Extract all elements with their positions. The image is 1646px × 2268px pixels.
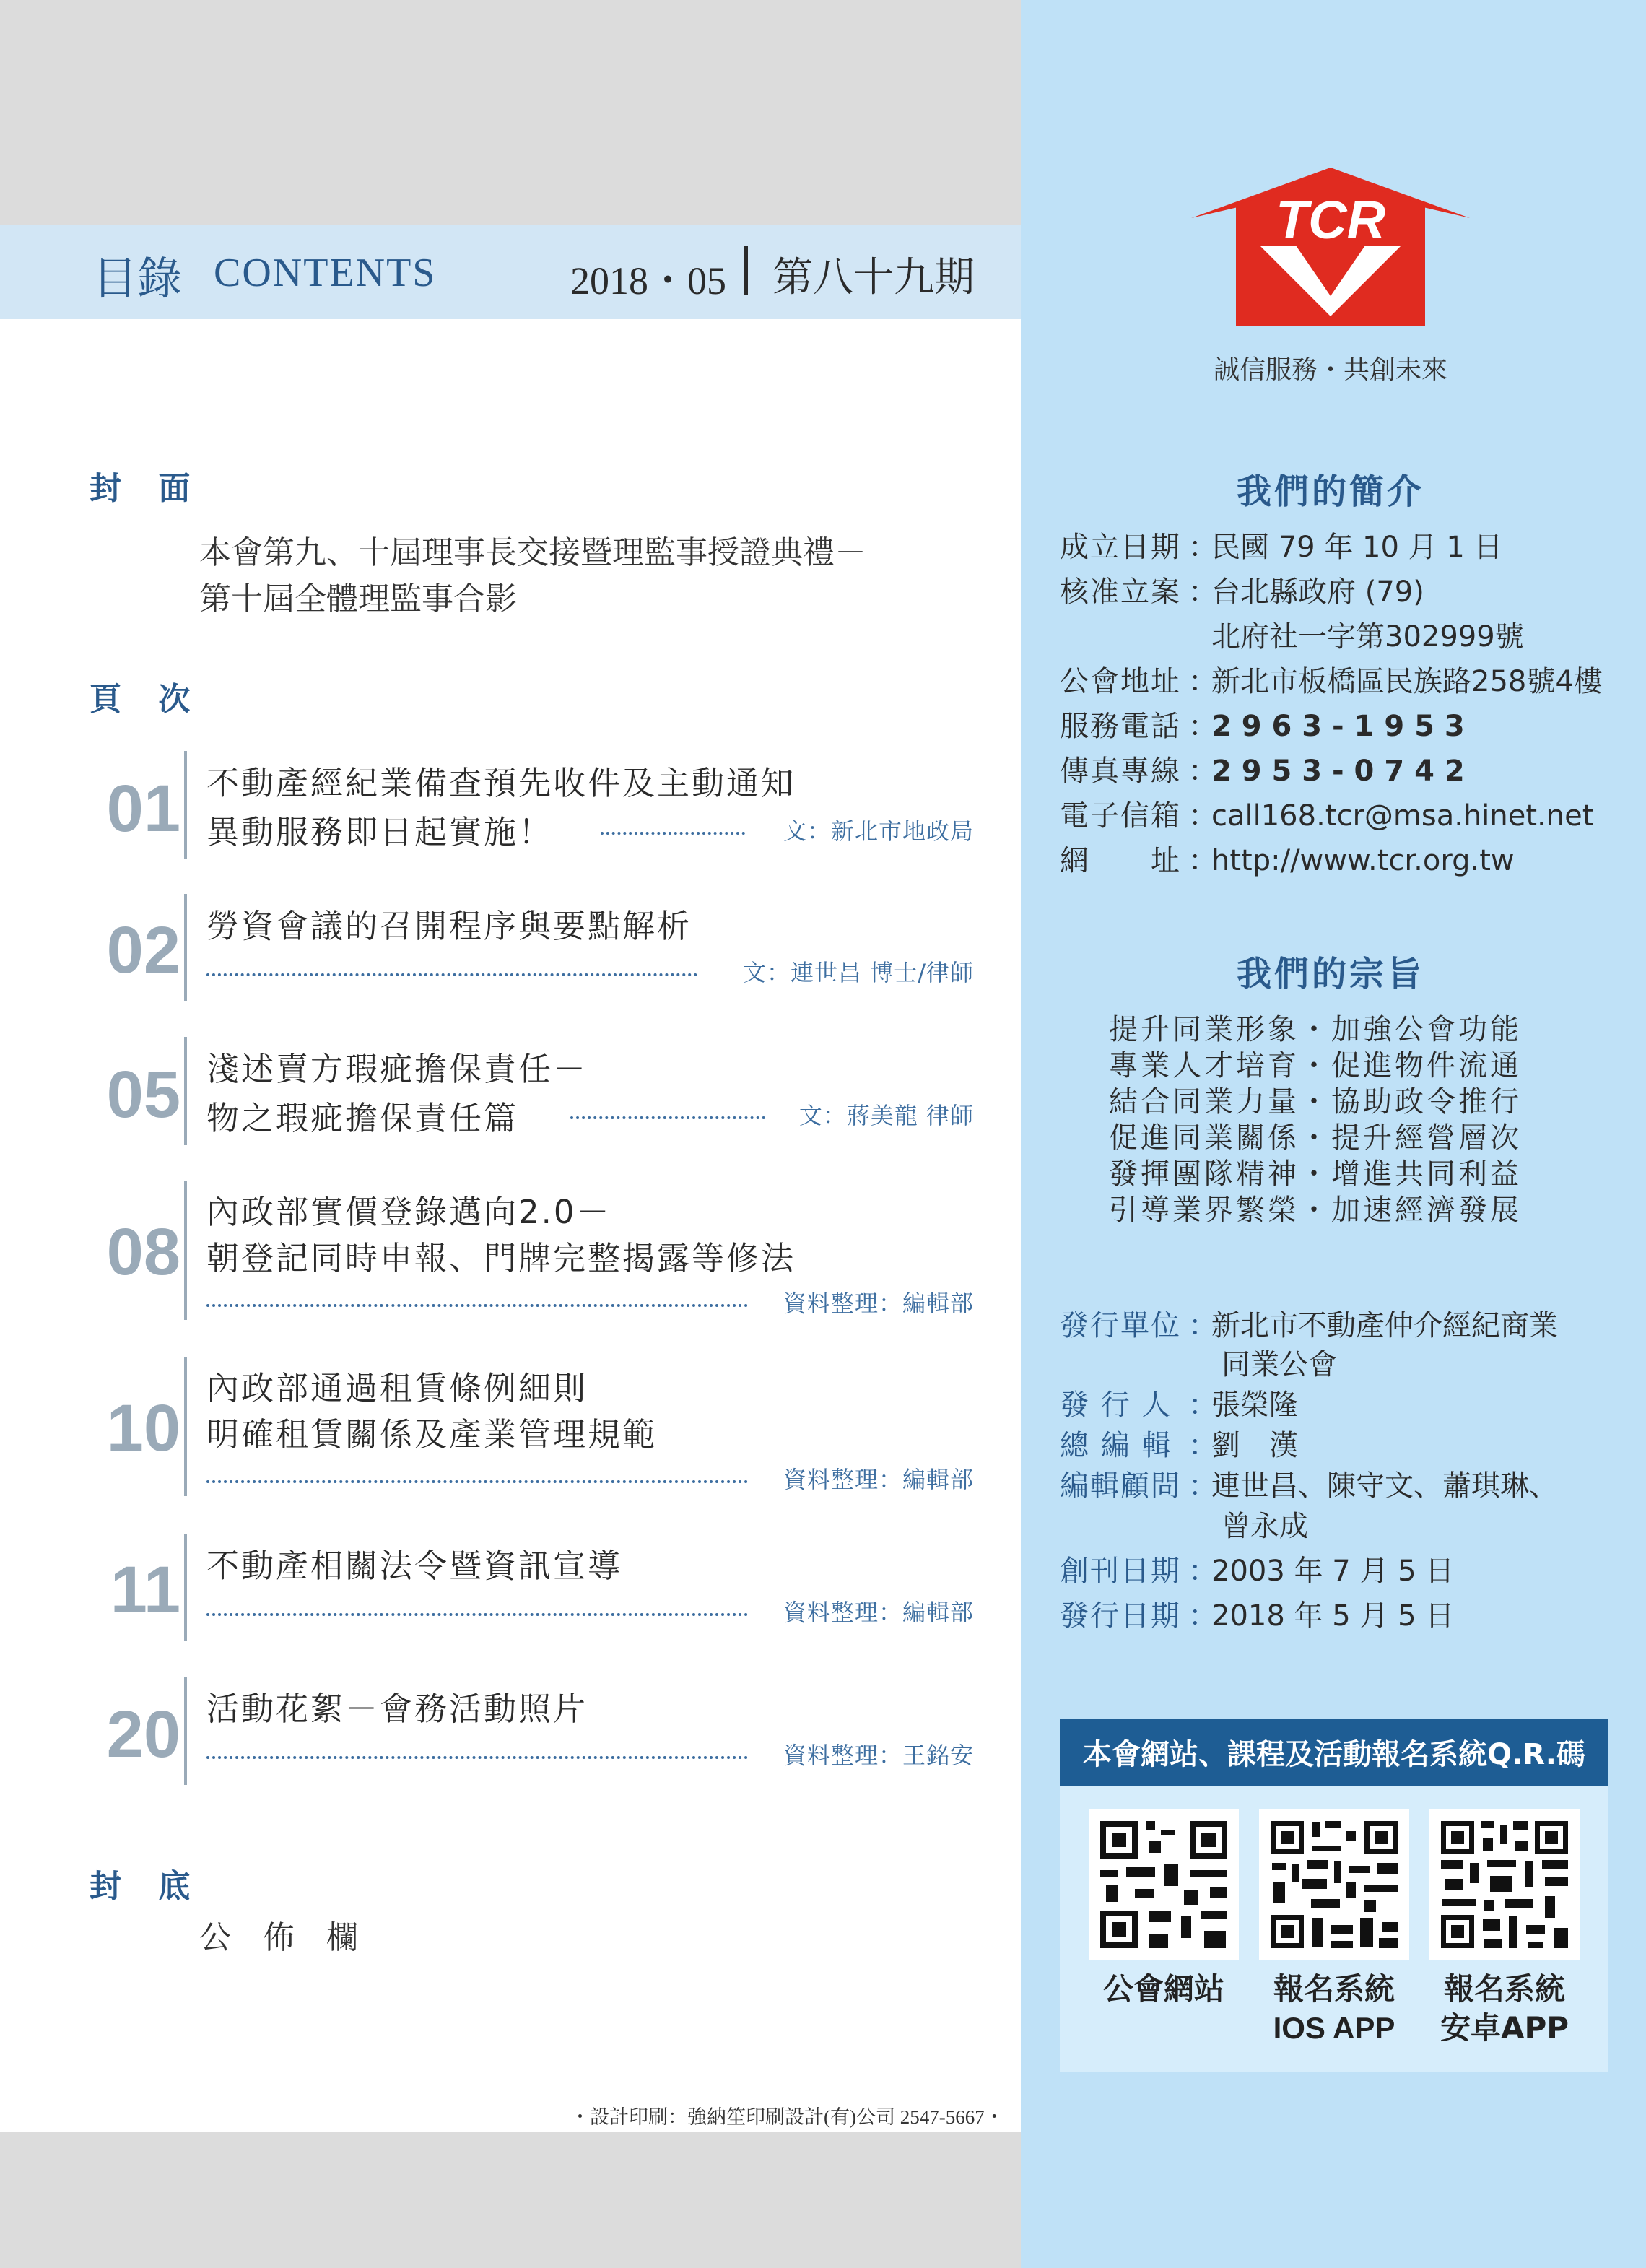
toc-divider xyxy=(184,894,187,1001)
about-label: 電子信箱 xyxy=(1060,799,1181,833)
about-row xyxy=(1060,793,1593,834)
logo-text: TCR xyxy=(1275,190,1386,250)
toc-page-number: 05 xyxy=(106,1058,180,1131)
about-label: 核准立案 xyxy=(1060,575,1181,609)
publication-label: 總 編 輯 xyxy=(1060,1429,1172,1462)
publication-value: 曾永成 xyxy=(1222,1510,1308,1543)
about-colon: ： xyxy=(1188,531,1217,564)
publication-label: 創刊日期 xyxy=(1060,1555,1181,1588)
toc-leader-dots xyxy=(206,1480,748,1483)
toc-author: 文：新北市地政局 xyxy=(783,817,974,845)
publication-colon: ： xyxy=(1188,1429,1217,1462)
qr-label-line: 安卓APP xyxy=(1440,2010,1569,2046)
about-heading: 我們的簡介 xyxy=(1236,472,1424,512)
cover-text-line1: 本會第九、十屆理事長交接暨理監事授證典禮－ xyxy=(199,534,866,571)
toc-page-number: 01 xyxy=(106,772,180,846)
qr-code-website[interactable] xyxy=(1089,1809,1239,1960)
about-label: 服務電話 xyxy=(1060,710,1181,743)
issue-separator xyxy=(744,246,748,295)
about-colon: ： xyxy=(1188,575,1217,609)
about-colon: ： xyxy=(1188,665,1217,698)
about-value: 台北縣政府 (79) xyxy=(1211,575,1424,609)
toc-title-line1: 內政部通過租賃條例細則 xyxy=(206,1369,588,1407)
bottom-gray-band xyxy=(0,2132,1021,2268)
cover-text-line2: 第十屆全體理監事合影 xyxy=(199,581,517,617)
publication-row xyxy=(1060,1593,1454,1634)
toc-divider xyxy=(184,1037,187,1145)
toc-leader-dots xyxy=(206,973,697,976)
publication-value: 連世昌、陳守文、蕭琪琳、 xyxy=(1211,1469,1558,1503)
toc-page-number: 02 xyxy=(106,913,180,987)
publication-value: 同業公會 xyxy=(1222,1348,1337,1381)
slogan: 誠信服務・共創未來 xyxy=(1213,355,1447,385)
about-row xyxy=(1060,838,1515,879)
toc-entry-02[interactable] xyxy=(0,894,1021,1001)
about-value: 民國 79 年 10 月 1 日 xyxy=(1211,531,1503,564)
toc-page-number: 20 xyxy=(106,1698,180,1771)
about-value: 北府社一字第302999號 xyxy=(1211,620,1524,653)
toc-divider xyxy=(184,1677,187,1785)
mission-line: 結合同業力量・協助政令推行 xyxy=(1109,1085,1522,1118)
publication-row xyxy=(1060,1422,1298,1464)
contents-title-en: CONTENTS xyxy=(214,251,437,295)
email-link[interactable]: call168.tcr@msa.hinet.net xyxy=(1211,799,1594,833)
publication-value: 2018 年 5 月 5 日 xyxy=(1211,1599,1455,1633)
mission-line: 提升同業形象・加強公會功能 xyxy=(1109,1013,1522,1046)
toc-page-number: 08 xyxy=(106,1215,180,1289)
publication-label: 發行日期 xyxy=(1060,1599,1181,1633)
toc-author: 資料整理：編輯部 xyxy=(783,1290,974,1317)
publication-row xyxy=(1060,1548,1454,1589)
issue-date: 2018・05 xyxy=(570,259,726,303)
website-link[interactable]: http://www.tcr.org.tw xyxy=(1211,844,1515,877)
toc-title-line1: 淺述賣方瑕疵擔保責任－ xyxy=(206,1050,588,1088)
publication-colon: ： xyxy=(1188,1389,1217,1422)
publication-row xyxy=(1060,1303,1558,1344)
qr-code-ios-app[interactable] xyxy=(1259,1809,1409,1960)
toc-title-line2: 明確租賃關係及產業管理規範 xyxy=(206,1415,658,1454)
toc-divider xyxy=(184,1357,187,1496)
publication-colon: ： xyxy=(1188,1469,1217,1503)
about-value: 新北市板橋區民族路258號4樓 xyxy=(1211,665,1603,698)
toc-author: 文：蔣美龍 律師 xyxy=(798,1102,974,1129)
about-label: 網 址 xyxy=(1060,844,1181,877)
toc-leader-dots xyxy=(601,832,745,835)
back-heading: 封 底 xyxy=(90,1868,204,1905)
toc-divider xyxy=(184,1181,187,1320)
toc-title-line1: 不動產經紀業備查預先收件及主動通知 xyxy=(206,764,796,802)
about-label: 公會地址 xyxy=(1060,665,1181,698)
toc-title-line2: 異動服務即日起實施！ xyxy=(206,813,554,851)
toc-leader-dots xyxy=(206,1304,748,1307)
about-colon: ： xyxy=(1188,844,1217,877)
toc-page-number: 10 xyxy=(106,1391,180,1465)
publication-value: 劉 漢 xyxy=(1211,1429,1298,1462)
publication-row xyxy=(1060,1382,1298,1423)
qr-label-line: 報名系統 xyxy=(1443,1971,1565,2007)
publication-colon: ： xyxy=(1188,1309,1217,1342)
toc-title-line1: 內政部實價登錄邁向2.0－ xyxy=(206,1193,611,1231)
about-row xyxy=(1060,524,1503,565)
pages-heading: 頁 次 xyxy=(90,681,204,718)
mission-heading: 我們的宗旨 xyxy=(1236,954,1424,994)
publication-label: 發 行 人 xyxy=(1060,1389,1172,1422)
tcr-logo xyxy=(1191,168,1470,326)
toc-divider xyxy=(184,1534,187,1641)
publication-label: 發行單位 xyxy=(1060,1309,1181,1342)
toc-author: 資料整理：編輯部 xyxy=(783,1466,974,1493)
toc-page-number: 11 xyxy=(110,1553,180,1627)
about-colon: ： xyxy=(1188,710,1217,743)
top-gray-band xyxy=(0,0,1021,225)
about-colon: ： xyxy=(1188,755,1217,788)
toc-author: 資料整理：編輯部 xyxy=(783,1599,974,1626)
about-label: 成立日期 xyxy=(1060,531,1181,564)
qr-label-line: 公會網站 xyxy=(1102,1971,1224,2007)
toc-leader-dots xyxy=(570,1116,765,1119)
qr-label-android xyxy=(1421,1970,1588,2048)
publication-row-continued xyxy=(1222,1503,1308,1544)
publication-value: 新北市不動產仲介經紀商業 xyxy=(1211,1309,1558,1342)
qr-label-ios xyxy=(1251,1970,1417,2048)
about-label: 傳真專線 xyxy=(1060,755,1181,788)
about-row xyxy=(1060,748,1465,789)
qr-code-icon xyxy=(1429,1809,1580,1960)
toc-leader-dots xyxy=(206,1613,748,1616)
mission-line: 促進同業關係・提升經營層次 xyxy=(1109,1121,1522,1155)
toc-title-line1: 活動花絮－會務活動照片 xyxy=(206,1690,588,1728)
toc-entry-08[interactable] xyxy=(0,1181,1021,1320)
about-row-continued xyxy=(1211,614,1524,655)
toc-author: 資料整理：王銘安 xyxy=(783,1742,974,1769)
publication-row xyxy=(1060,1463,1558,1504)
toc-author: 文：連世昌 博士/律師 xyxy=(743,959,974,986)
toc-divider xyxy=(184,751,187,859)
issue-number: 第八十九期 xyxy=(772,254,975,301)
publication-value: 張榮隆 xyxy=(1211,1389,1298,1422)
contents-title: 目錄 xyxy=(92,252,183,305)
toc-title-line2: 朝登記同時申報、門牌完整揭露等修法 xyxy=(206,1239,796,1277)
back-text: 公 佈 欄 xyxy=(199,1919,358,1956)
toc-entry-11[interactable] xyxy=(0,1534,1021,1641)
mission-line: 發揮團隊精神・增進共同利益 xyxy=(1109,1157,1522,1191)
publication-row-continued xyxy=(1222,1342,1337,1383)
toc-entry-01[interactable] xyxy=(0,751,1021,859)
toc-leader-dots xyxy=(206,1756,748,1759)
mission-line: 引導業界繁榮・加速經濟發展 xyxy=(1109,1194,1522,1227)
publication-colon: ： xyxy=(1188,1555,1217,1588)
qr-label-line: IOS APP xyxy=(1273,2011,1395,2045)
print-credit: ・設計印刷：強納笙印刷設計(有)公司 2547-5667・ xyxy=(570,2106,1004,2128)
qr-title: 本會網站、課程及活動報名系統Q.R.碼 xyxy=(1083,1738,1585,1771)
qr-code-android-app[interactable] xyxy=(1429,1809,1580,1960)
mission-line: 專業人才培育・促進物件流通 xyxy=(1109,1049,1522,1082)
qr-label-line: 報名系統 xyxy=(1273,1971,1395,2007)
qr-code-icon xyxy=(1259,1809,1409,1960)
toc-entry-20[interactable] xyxy=(0,1677,1021,1785)
about-value: 2 9 6 3 - 1 9 5 3 xyxy=(1211,710,1465,743)
toc-entry-10[interactable] xyxy=(0,1357,1021,1496)
publication-colon: ： xyxy=(1188,1599,1217,1633)
toc-title-line1: 勞資會議的召開程序與要點解析 xyxy=(206,907,692,945)
about-value: 2 9 5 3 - 0 7 4 2 xyxy=(1211,755,1465,788)
toc-title-line2: 物之瑕疵擔保責任篇 xyxy=(206,1099,519,1137)
publication-label: 編輯顧問 xyxy=(1060,1469,1181,1503)
publication-value: 2003 年 7 月 5 日 xyxy=(1211,1555,1455,1588)
about-row xyxy=(1060,703,1465,744)
toc-entry-05[interactable] xyxy=(0,1037,1021,1145)
about-row xyxy=(1060,569,1424,610)
toc-title-line1: 不動產相關法令暨資訊宣導 xyxy=(206,1547,623,1585)
qr-label-website xyxy=(1081,1970,1247,2009)
about-row xyxy=(1060,659,1603,700)
cover-heading: 封 面 xyxy=(90,470,204,507)
about-colon: ： xyxy=(1188,799,1217,833)
qr-code-icon xyxy=(1089,1809,1239,1960)
